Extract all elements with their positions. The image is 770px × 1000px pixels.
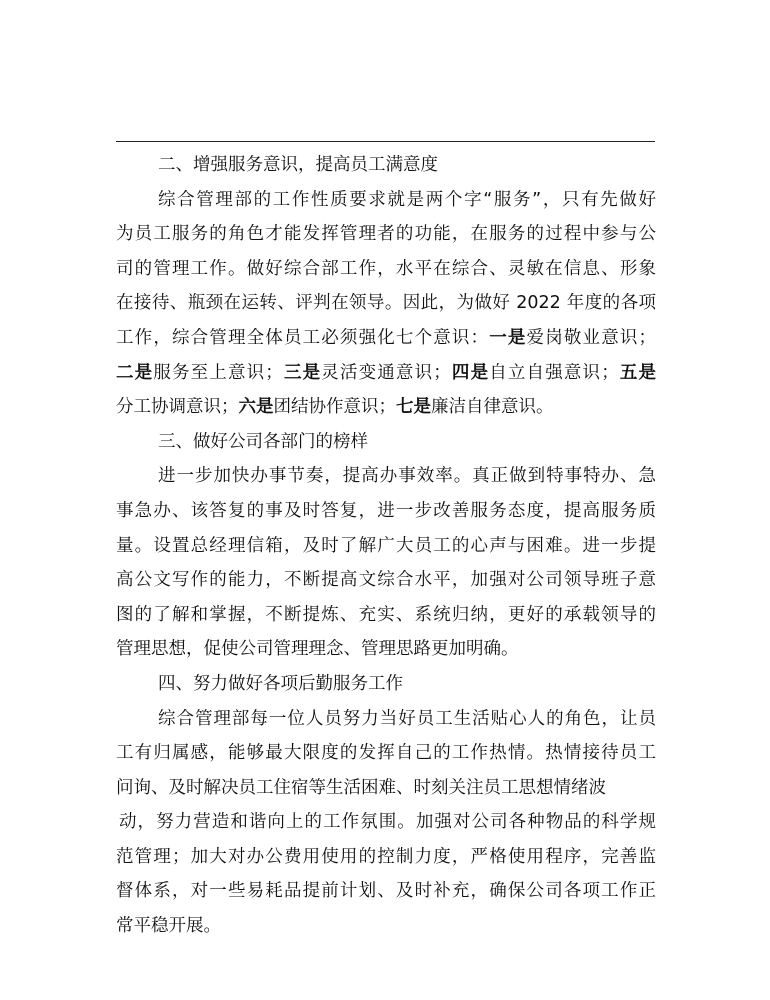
text-run: 分工协调意识； (116, 397, 239, 418)
paragraph-line: 范管理；加大对办公费用使用的控制力度，严格使用程序，完善监 (116, 846, 656, 867)
text-run: 灵活变通意识； (321, 362, 451, 383)
paragraph-line: 高公文写作的能力，不断提高文综合水平，加强对公司领导班子意 (116, 570, 656, 591)
paragraph-line: 工有归属感，能够最大限度的发挥自己的工作热情。热情接待员工 (116, 743, 656, 764)
text-run: 工作，综合管理全体员工必须强化七个意识： (116, 327, 490, 348)
paragraph-line: 常平稳开展。 (116, 916, 221, 937)
paragraph-line: 图的了解和掌握，不断提炼、充实、系统归纳，更好的承载领导的 (116, 604, 656, 625)
bold-label: 六是 (238, 397, 274, 418)
paragraph-line: 督体系，对一些易耗品提前计划、及时补充，确保公司各项工作正 (116, 881, 656, 902)
paragraph-line: 事急办、该答复的事及时答复，进一步改善服务态度，提高服务质 (116, 500, 656, 521)
paragraph-line: 问询、及时解决员工住宿等生活困难、时刻关注员工思想情绪波 (116, 777, 606, 798)
paragraph-line: 在接待、瓶颈在运转、评判在领导。因此，为做好 2022 年度的各项 (116, 293, 656, 314)
text-run: 廉洁自律意识。 (431, 397, 554, 418)
section-heading: 四、努力做好各项后勤服务工作 (158, 673, 403, 694)
paragraph-line: 综合管理部的工作性质要求就是两个字“服务”，只有先做好 (158, 189, 656, 210)
paragraph-line: 进一步加快办事节奏，提高办事效率。真正做到特事特办、急 (158, 466, 656, 487)
paragraph-line: 管理思想，促使公司管理理念、管理思路更加明确。 (116, 639, 519, 660)
paragraph-line: 为员工服务的角色才能发挥管理者的功能，在服务的过程中参与公 (116, 224, 656, 245)
bold-label: 二是 (116, 362, 154, 383)
paragraph-line: 动，努力营造和谐向上的工作氛围。加强对公司各种物品的科学规 (119, 812, 656, 833)
document-body (116, 148, 656, 944)
text-run: 服务至上意识； (153, 362, 283, 383)
paragraph-line (116, 390, 656, 425)
paragraph-line: 综合管理部每一位人员努力当好员工生活贴心人的角色，让员 (158, 708, 656, 729)
section-heading: 二、增强服务意识，提高员工满意度 (158, 155, 438, 175)
header-rule (116, 141, 655, 142)
bold-label: 五是 (618, 362, 657, 383)
paragraph-line (116, 321, 656, 356)
bold-label: 七是 (396, 397, 431, 418)
paragraph-line (116, 356, 656, 391)
text-run: 团结协作意识； (273, 397, 396, 418)
paragraph-line: 司的管理工作。做好综合部工作，水平在综合、灵敏在信息、形象 (116, 258, 656, 279)
paragraph-line: 量。设置总经理信箱，及时了解广大员工的心声与困难。进一步提 (116, 535, 656, 556)
text-run: 自立自强意识； (489, 362, 619, 383)
text-run: 爱岗敬业意识； (526, 327, 657, 348)
section-heading: 三、做好公司各部门的榜样 (158, 431, 368, 452)
bold-label: 三是 (282, 362, 322, 383)
bold-label: 一是 (489, 327, 527, 348)
bold-label: 四是 (450, 362, 490, 383)
